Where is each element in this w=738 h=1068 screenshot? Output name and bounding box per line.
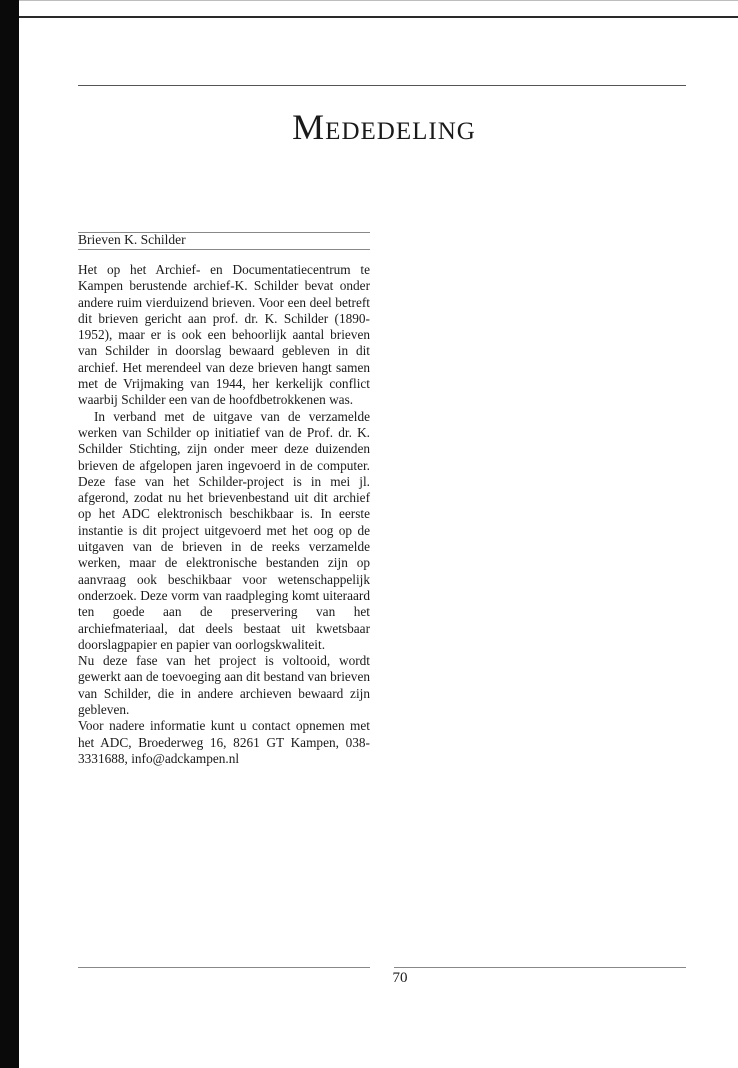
scan-border-top	[19, 0, 738, 19]
paragraph: In verband met de uitgave van de verzamelde werken van Schilder op initiatief van de Prof. dr. K. Schilder Stichting, zijn onder meer deze duizenden brieven de afgelopen jaren ingevoerd in de computer. Deze fase van het Schilder-project is in mei jl. afgerond, zodat nu het brievenbestand uit dit archief op het ADC elektronisch beschikbaar is. In eerste instantie is dit project uitgevoerd met het oog op de uitgaven van de brieven in de reeks verzamelde werken, maar de elektronische bestanden zijn op aanvraag ook beschikbaar voor wetenschappelijk onderzoek. Deze vorm van raadpleging komt uiteraard ten goede aan de preservering van het archiefmateriaal, dat deels bestaat uit kwetsbaar doorslagpapier en papier van oorlogskwaliteit.	[78, 408, 370, 652]
article-body	[78, 262, 370, 767]
scan-border-left	[0, 0, 19, 1068]
paragraph: Het op het Archief- en Documentatiecentrum te Kampen berustende archief-K. Schilder bevat onder andere ruim vierduizend brieven. Voor een deel betreft dit brieven gericht aan prof. dr. K. Schilder (1890-1952), maar er is ook een behoorlijk aantal brieven van Schilder in doorslag bewaard gebleven in dit archief. Het merendeel van deze brieven hangt samen met de Vrijmaking van 1944, her kerkelijk conflict waarbij Schilder een van de hoofdbetrokkenen was.	[78, 262, 370, 408]
footer-rule-right	[394, 967, 686, 968]
paragraph: Voor nadere informatie kunt u contact opnemen met het ADC, Broederweg 16, 8261 GT Kampen, 038-3331688, info@adckampen.nl	[78, 718, 370, 766]
page-title: Mededeling	[292, 107, 476, 147]
section-label: Brieven K. Schilder	[78, 232, 186, 247]
footer-rule-left	[78, 967, 370, 968]
paragraph: Nu deze fase van het project is voltooid, wordt gewerkt aan de toevoeging aan dit bestand van brieven van Schilder, die in andere archieven bewaard zijn gebleven.	[78, 653, 370, 718]
header-rule	[78, 85, 686, 86]
section-rule-bottom	[78, 249, 370, 250]
page-number: 70	[392, 970, 408, 986]
